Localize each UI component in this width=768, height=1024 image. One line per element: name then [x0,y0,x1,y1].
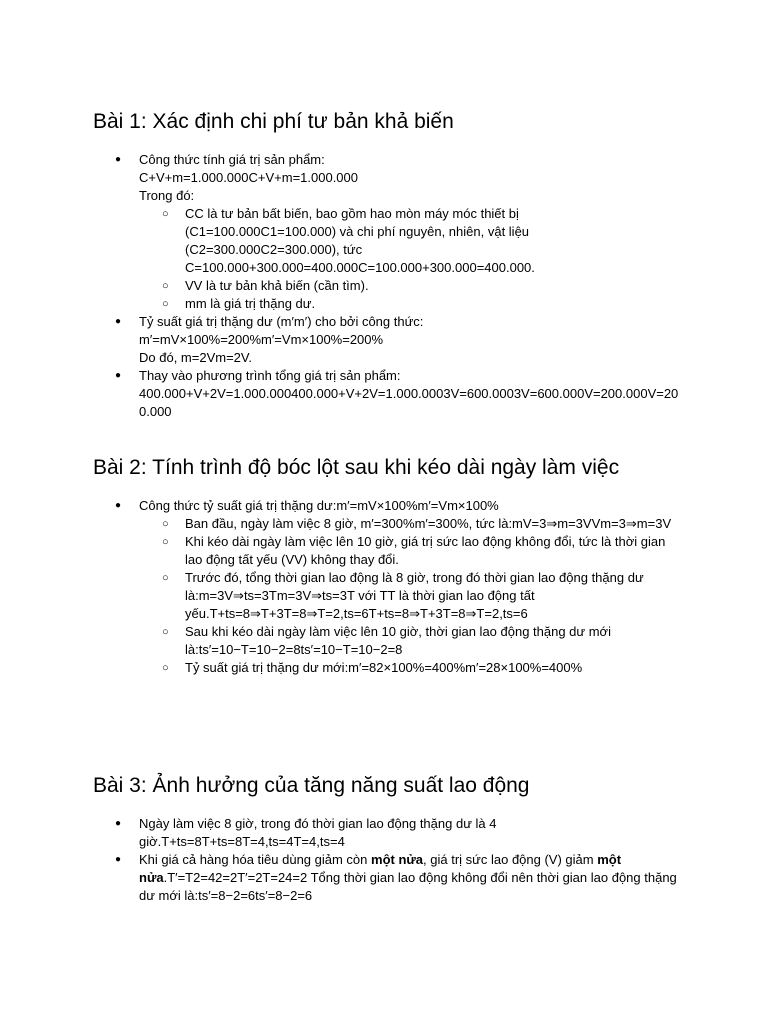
item-text: Do đó, m=2Vm=2V. [139,350,252,365]
item-text: Khi giá cả hàng hóa tiêu dùng giảm còn [139,852,372,867]
sub-list-item: ○ mm là giá trị thặng dư. [139,295,683,313]
list-item [93,151,683,313]
sub-list [139,515,683,677]
list-item: ● Ngày làm việc 8 giờ, trong đó thời gian lao động thặng dư là 4 giờ.T+ts=8T+ts=8T=4,ts=4T=4,ts=4 [93,815,683,851]
item-text: ● Công thức tỷ suất giá trị thặng dư:m′=mV×100%m′=Vm×100% [139,498,499,513]
formula: m′=mV×100%=200%m′=Vm×100%=200% [139,332,384,347]
item-text: .T′=T2=42=2T′=2T=24=2 Tổng thời gian lao động không đổi nên thời gian lao động thặng dư mới là:ts′=8−2=6ts′=8−2=6 [139,870,677,903]
item-label: ● Công thức tính giá trị sản phẩm: [139,152,325,167]
item-text: ○ CC là tư bản bất biến, bao gồm hao mòn máy móc thiết bị [185,206,519,221]
formula: 400.000+V+2V=1.000.000400.000+V+2V=1.000.0003V=600.0003V=600.000V=200.000V=200.000 [139,386,679,419]
sub-list [139,205,683,313]
bullet-list [93,151,683,421]
item-text: , giá trị sức lao động (V) giảm [423,852,598,867]
item-text: (C1=100.000C1=100.000) và chi phí nguyên, nhiên, vật liệu [185,224,530,239]
section-bai-1 [93,108,683,421]
item-text: (C2=300.000C2=300.000), tức [185,242,363,257]
list-item [93,367,683,421]
item-text: Trong đó: [139,188,195,203]
formula: C=100.000+300.000=400.000C=100.000+300.000=400.000. [185,260,535,275]
item-label: ● Thay vào phương trình tổng giá trị sản phẩm: [139,368,401,383]
sub-list-item: ○ Ban đầu, ngày làm việc 8 giờ, m′=300%m′=300%, tức là:mV=3⇒m=3VVm=3⇒m=3V [139,515,683,533]
sub-list-item [139,205,683,277]
bullet-list [93,815,683,905]
sub-list-item: ○ VV là tư bản khả biến (cần tìm). [139,277,683,295]
list-item [93,313,683,367]
item-label: ● Tỷ suất giá trị thặng dư (m′m′) cho bởi công thức: [139,314,424,329]
section-title: Bài 1: Xác định chi phí tư bản khả biến [93,110,454,133]
sub-list-item: ○ Khi kéo dài ngày làm việc lên 10 giờ, giá trị sức lao động không đổi, tức là thời gian lao động tất yếu (VV) không thay đổi. [139,533,683,569]
sub-list-item: ○ Trước đó, tổng thời gian lao động là 8 giờ, trong đó thời gian lao động thặng dư là:m=3V⇒ts=3Tm=3V⇒ts=3T với TT là thời gian lao động tất yếu.T+ts=8⇒T+3T=8⇒T=2,ts=6T+ts=8⇒T+3T=8⇒T=2,ts=6 [139,569,683,623]
formula: C+V+m=1.000.000C+V+m=1.000.000 [139,170,358,185]
section-bai-2 [93,454,683,677]
sub-list-item: ○ Tỷ suất giá trị thặng dư mới:m′=82×100%=400%m′=28×100%=400% [139,659,683,677]
sub-list-item: ○ Sau khi kéo dài ngày làm việc lên 10 giờ, thời gian lao động thặng dư mới là:ts′=10−T=10−2=8ts′=10−T=10−2=8 [139,623,683,659]
bullet-list [93,497,683,677]
bold-text: một nửa [139,852,622,885]
section-title: Bài 3: Ảnh hưởng của tăng năng suất lao động [93,774,530,797]
section-bai-3 [93,772,683,905]
section-title: Bài 2: Tính trình độ bóc lột sau khi kéo dài ngày làm việc [93,456,620,479]
list-item [93,851,683,905]
bold-text: một nửa [371,852,424,867]
list-item [93,497,683,677]
